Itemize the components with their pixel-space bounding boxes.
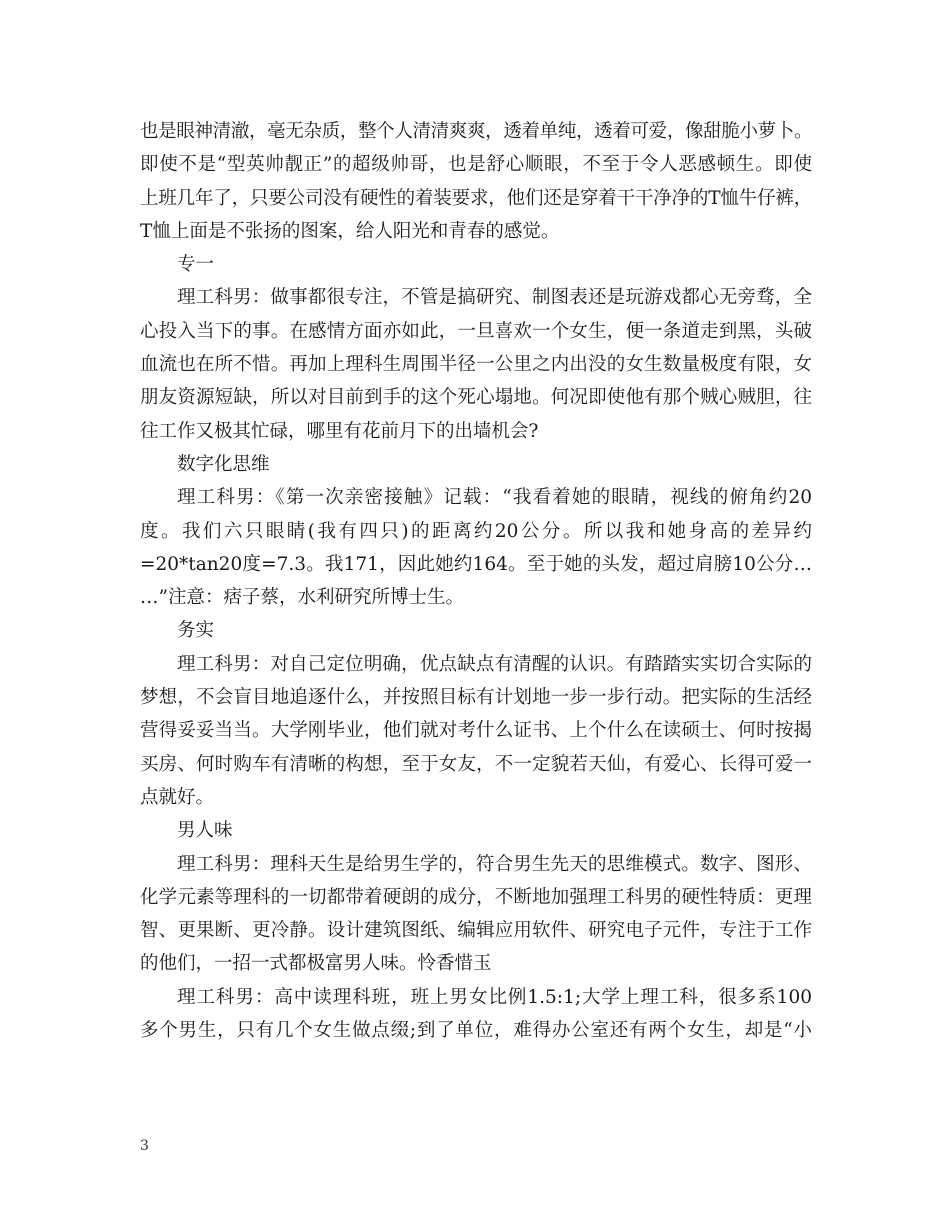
text-line: 往工作又极其忙碌，哪里有花前月下的出墙机会? bbox=[140, 420, 539, 442]
text-line: T恤上面是不张扬的图案，给人阳光和青春的感觉。 bbox=[140, 220, 560, 242]
text-line: 心投入当下的事。在感情方面亦如此，一旦喜欢一个女生，便一条道走到黑，头破 bbox=[140, 320, 812, 342]
text-line: =20*tan20度=7.3。我171，因此她约164。至于她的头发，超过肩膀10公分… bbox=[140, 553, 812, 575]
text-line: 多个男生，只有几个女生做点缀;到了单位，难得办公室还有两个女生，却是“小 bbox=[140, 1020, 812, 1042]
section-heading: 数字化思维 bbox=[177, 453, 270, 475]
section-heading: 专一 bbox=[177, 254, 215, 276]
text-line: 理工科男：理科天生是给男生学的，符合男生先天的思维模式。数字、图形、 bbox=[177, 853, 812, 875]
text-line: 理工科男：《第一次亲密接触》记载：“我看着她的眼睛，视线的俯角约20 bbox=[177, 487, 812, 509]
text-line: 点就好。 bbox=[140, 786, 215, 808]
section-heading: 务实 bbox=[177, 620, 215, 642]
text-line: 理工科男：对自己定位明确，优点缺点有清醒的认识。有踏踏实实切合实际的 bbox=[177, 653, 812, 675]
body-text bbox=[140, 115, 812, 1047]
text-line: 度。我们六只眼睛(我有四只)的距离约20公分。所以我和她身高的差异约 bbox=[140, 520, 812, 542]
text-line: 梦想，不会盲目地追逐什么，并按照目标有计划地一步一步行动。把实际的生活经 bbox=[140, 687, 812, 709]
text-line: 化学元素等理科的一切都带着硬朗的成分，不断地加强理工科男的硬性特质：更理 bbox=[140, 886, 812, 908]
text-line: 上班几年了，只要公司没有硬性的着装要求，他们还是穿着干干净净的T恤牛仔裤， bbox=[140, 187, 812, 209]
text-line: 血流也在所不惜。再加上理科生周围半径一公里之内出没的女生数量极度有限，女 bbox=[140, 354, 812, 376]
text-line: 的他们，一招一式都极富男人味。怜香惜玉 bbox=[140, 953, 492, 975]
text-line: 朋友资源短缺，所以对目前到手的这个死心塌地。何况即使他有那个贼心贼胆，往 bbox=[140, 387, 812, 409]
text-line: 智、更果断、更冷静。设计建筑图纸、编辑应用软件、研究电子元件，专注于工作 bbox=[140, 920, 812, 942]
text-line: 买房、何时购车有清晰的构想，至于女友，不一定貌若天仙，有爱心、长得可爱一 bbox=[140, 753, 812, 775]
text-line: …”注意：痞子蔡，水利研究所博士生。 bbox=[140, 587, 464, 609]
text-line: 理工科男：高中读理科班，班上男女比例1.5:1;大学上理工科，很多系100 bbox=[177, 986, 812, 1008]
text-line: 营得妥妥当当。大学刚毕业，他们就对考什么证书、上个什么在读硕士、何时按揭 bbox=[140, 720, 812, 742]
section-heading: 男人味 bbox=[177, 820, 233, 842]
text-line: 理工科男：做事都很专注，不管是搞研究、制图表还是玩游戏都心无旁骛，全 bbox=[177, 287, 812, 309]
text-line: 即使不是“型英帅靓正”的超级帅哥，也是舒心顺眼，不至于令人恶感顿生。即使 bbox=[140, 154, 812, 176]
text-line: 也是眼神清澈，毫无杂质，整个人清清爽爽，透着单纯，透着可爱，像甜脆小萝卜。 bbox=[140, 121, 812, 142]
page-number: 3 bbox=[140, 1138, 149, 1154]
